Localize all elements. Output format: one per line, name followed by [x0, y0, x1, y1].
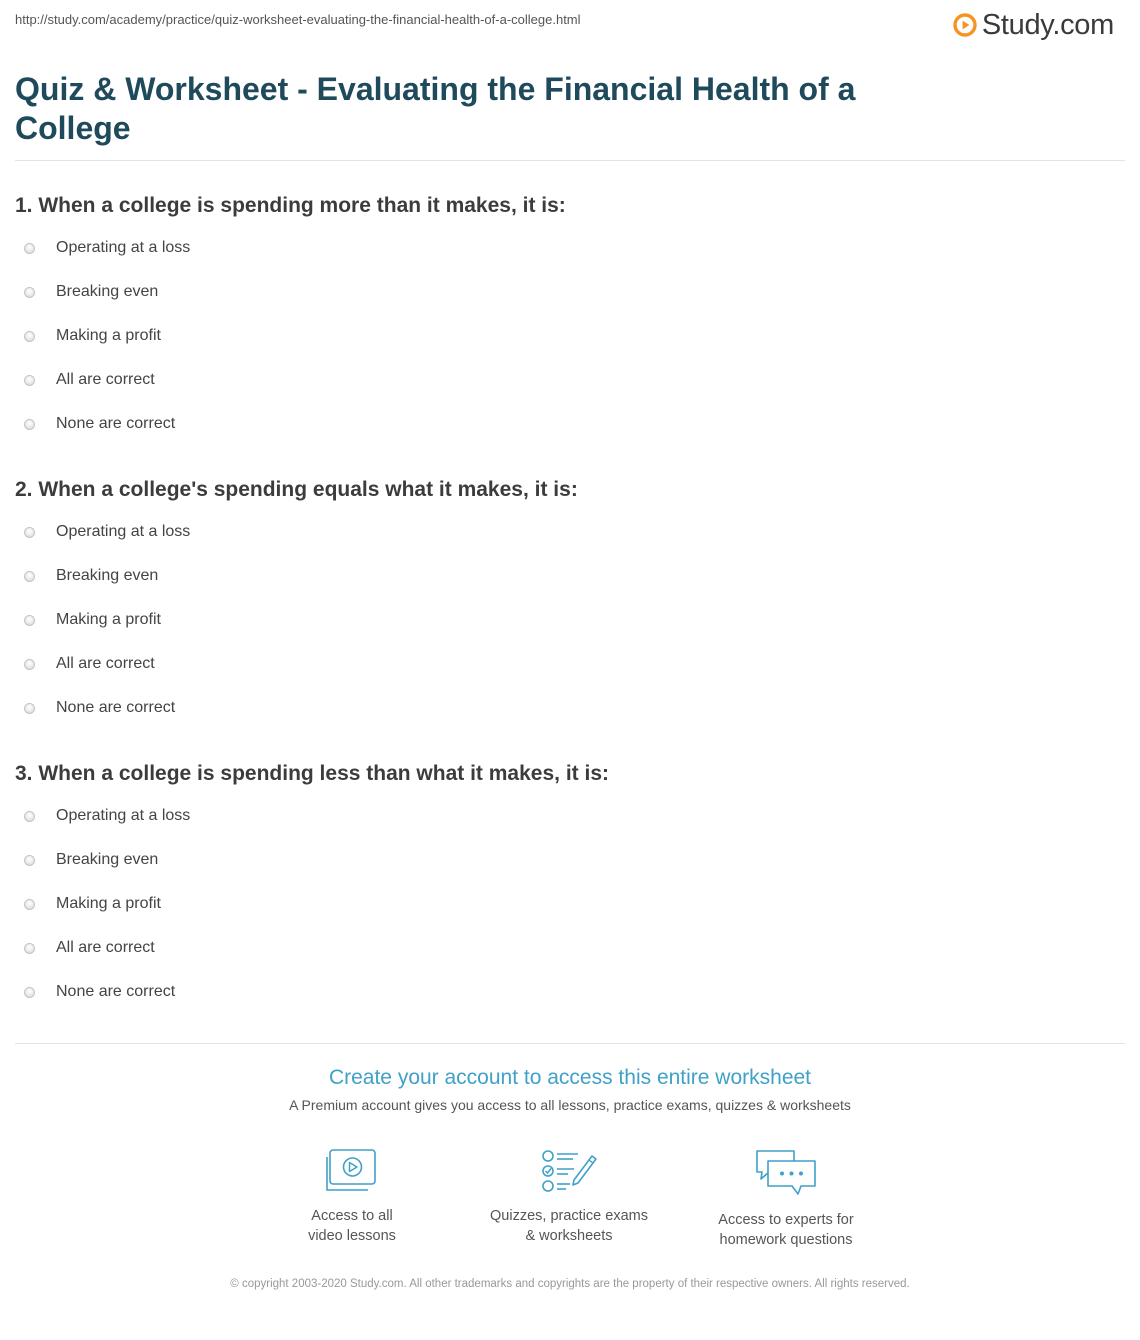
answer-option[interactable] — [15, 226, 190, 270]
divider — [15, 1043, 1125, 1044]
radio-button[interactable] — [24, 243, 35, 254]
question-3 — [15, 760, 1125, 1000]
answer-option[interactable] — [15, 402, 190, 446]
page-url[interactable]: http://study.com/academy/practice/quiz-worksheet-evaluating-the-financial-health-of-a-college.html — [15, 12, 581, 27]
create-account-link[interactable]: Create your account to access this entire worksheet — [328, 1066, 812, 1089]
option-label: All are correct — [56, 371, 155, 388]
radio-button[interactable] — [24, 899, 35, 910]
chat-bubbles-icon — [754, 1148, 818, 1198]
feature-label-line: & worksheets — [525, 1228, 613, 1244]
answer-option[interactable] — [15, 642, 190, 686]
feature-video-lessons — [252, 1148, 452, 1246]
option-label: None are correct — [56, 415, 176, 432]
question-text: 1. When a college is spending more than it makes, it is: — [15, 194, 566, 217]
option-label: Breaking even — [56, 567, 159, 584]
answer-option[interactable] — [15, 270, 190, 314]
divider — [15, 160, 1125, 161]
answer-options — [15, 226, 190, 446]
page-title: Quiz & Worksheet - Evaluating the Financial Health of a College — [15, 71, 856, 146]
radio-button[interactable] — [24, 287, 35, 298]
answer-option[interactable] — [15, 686, 190, 730]
feature-label-line: Access to experts for — [718, 1212, 854, 1228]
option-label: None are correct — [56, 983, 176, 1000]
answer-option[interactable] — [15, 882, 190, 926]
radio-button[interactable] — [24, 987, 35, 998]
radio-button[interactable] — [24, 811, 35, 822]
premium-description: A Premium account gives you access to all lessons, practice exams, quizzes & worksheets — [289, 1097, 851, 1113]
answer-option[interactable] — [15, 510, 190, 554]
answer-option[interactable] — [15, 358, 190, 402]
answer-option[interactable] — [15, 554, 190, 598]
play-circle-icon — [953, 13, 977, 37]
top-bar — [0, 0, 1140, 44]
answer-option[interactable] — [15, 794, 190, 838]
option-label: Making a profit — [56, 327, 161, 344]
option-label: Making a profit — [56, 611, 161, 628]
radio-button[interactable] — [24, 943, 35, 954]
radio-button[interactable] — [24, 331, 35, 342]
video-lesson-icon — [325, 1148, 379, 1194]
option-label: All are correct — [56, 655, 155, 672]
option-label: Operating at a loss — [56, 807, 191, 824]
radio-button[interactable] — [24, 527, 35, 538]
radio-button[interactable] — [24, 419, 35, 430]
feature-label-line: homework questions — [719, 1232, 853, 1248]
option-label: None are correct — [56, 699, 176, 716]
option-label: Operating at a loss — [56, 523, 191, 540]
feature-label-line: video lessons — [308, 1228, 396, 1244]
copyright-notice: © copyright 2003-2020 Study.com. All other trademarks and copyrights are the property of their respective owners. All rights reserved. — [230, 1278, 910, 1290]
feature-quizzes — [469, 1148, 669, 1246]
radio-button[interactable] — [24, 615, 35, 626]
feature-label-line: Access to all — [311, 1208, 393, 1224]
option-label: All are correct — [56, 939, 155, 956]
question-2 — [15, 476, 1125, 716]
feature-experts — [686, 1148, 886, 1250]
option-label: Breaking even — [56, 851, 159, 868]
answer-option[interactable] — [15, 838, 190, 882]
answer-options — [15, 510, 190, 730]
option-label: Breaking even — [56, 283, 159, 300]
option-label: Operating at a loss — [56, 239, 191, 256]
feature-label — [469, 1206, 669, 1246]
feature-label — [686, 1210, 886, 1250]
answer-option[interactable] — [15, 598, 190, 642]
radio-button[interactable] — [24, 659, 35, 670]
logo-text: Study.com — [981, 8, 1114, 41]
radio-button[interactable] — [24, 571, 35, 582]
question-1 — [15, 192, 1125, 432]
question-text: 3. When a college is spending less than what it makes, it is: — [15, 762, 609, 785]
question-text: 2. When a college's spending equals what it makes, it is: — [15, 478, 578, 501]
answer-options — [15, 794, 190, 1014]
study-logo[interactable] — [953, 8, 1114, 42]
option-label: Making a profit — [56, 895, 161, 912]
radio-button[interactable] — [24, 855, 35, 866]
quiz-checklist-icon — [540, 1148, 598, 1194]
radio-button[interactable] — [24, 703, 35, 714]
feature-label-line: Quizzes, practice exams — [490, 1208, 648, 1224]
feature-label — [252, 1206, 452, 1246]
answer-option[interactable] — [15, 970, 190, 1014]
answer-option[interactable] — [15, 926, 190, 970]
answer-option[interactable] — [15, 314, 190, 358]
radio-button[interactable] — [24, 375, 35, 386]
